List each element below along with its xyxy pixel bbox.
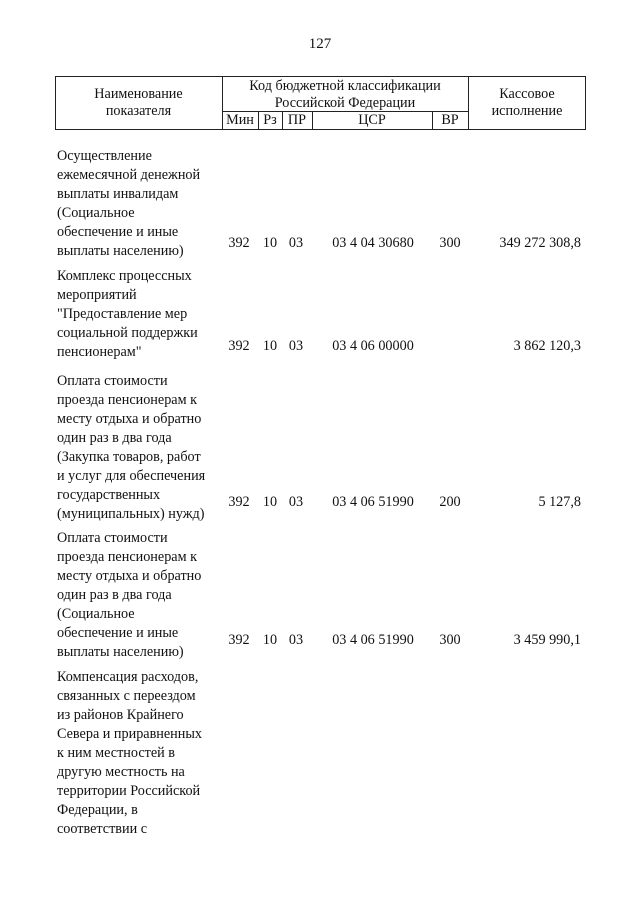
cell-amount: 3 862 120,3 — [513, 338, 581, 354]
row-name: Комплекс процессных мероприятий "Предоставление мер социальной поддержки пенсионерам" — [57, 268, 198, 360]
row-name: Оплата стоимости проезда пенсионерам к месту отдыха и обратно один раз в два года (Социальное обеспечение и иные выплаты населению) — [57, 530, 202, 660]
cell-rz: 10 — [262, 494, 278, 510]
cell-pr: 03 — [288, 494, 304, 510]
cell-vr: 300 — [439, 235, 461, 251]
cell-pr: 03 — [288, 632, 304, 648]
row-name: Осуществление ежемесячной денежной выплаты инвалидам (Социальное обеспечение и иные выплаты населению) — [57, 148, 201, 259]
header-min: Мин — [226, 112, 254, 128]
cell-vr: 200 — [439, 494, 461, 510]
header-code-group: Код бюджетной классификации Российской Федерации — [249, 78, 441, 111]
cell-min: 392 — [228, 632, 250, 648]
header-name-column: Наименование показателя — [94, 86, 183, 119]
header-csr: ЦСР — [358, 112, 386, 128]
cell-csr: 03 4 04 30680 — [332, 235, 414, 251]
cell-min: 392 — [228, 494, 250, 510]
cell-amount: 5 127,8 — [538, 494, 581, 510]
page-number: 127 — [308, 36, 332, 52]
cell-pr: 03 — [288, 235, 304, 251]
cell-min: 392 — [228, 338, 250, 354]
row-name: Компенсация расходов, связанных с переездом из районов Крайнего Севера и приравненных к ним местностей в другую местность на территории Российской Федерации, в соответствии с — [57, 669, 202, 837]
header-amount-column: Кассовое исполнение — [491, 86, 563, 119]
header-vr: ВР — [441, 112, 459, 128]
header-pr: ПР — [287, 112, 307, 128]
cell-csr: 03 4 06 51990 — [332, 494, 414, 510]
cell-amount: 3 459 990,1 — [513, 632, 581, 648]
cell-rz: 10 — [262, 632, 278, 648]
cell-vr: 300 — [439, 632, 461, 648]
cell-amount: 349 272 308,8 — [499, 235, 581, 251]
cell-rz: 10 — [262, 235, 278, 251]
header-rz: Рз — [263, 112, 277, 128]
cell-csr: 03 4 06 51990 — [332, 632, 414, 648]
cell-min: 392 — [228, 235, 250, 251]
row-name: Оплата стоимости проезда пенсионерам к месту отдыха и обратно один раз в два года (Закупка товаров, работ и услуг для обеспечения государственных (муниципальных) нужд) — [57, 373, 206, 522]
cell-csr: 03 4 06 00000 — [332, 338, 414, 354]
cell-rz: 10 — [262, 338, 278, 354]
cell-pr: 03 — [288, 338, 304, 354]
